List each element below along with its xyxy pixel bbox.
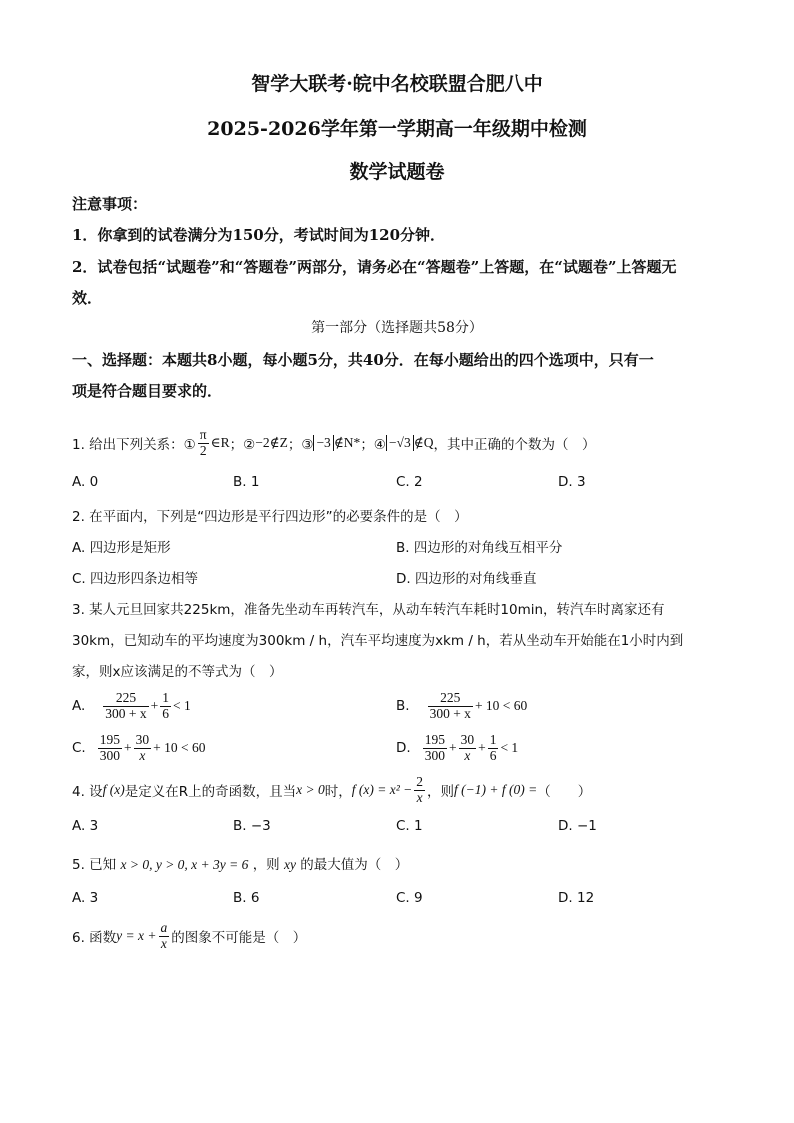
q6-fraction	[159, 921, 170, 952]
q4-fx: f (x)	[102, 782, 125, 797]
q1-pi-fraction	[198, 428, 209, 459]
q4-condition: x > 0	[296, 782, 325, 797]
frac-num: 30	[460, 731, 475, 747]
notice-heading: 注意事项：	[72, 195, 148, 213]
q3-d-frac-2	[459, 733, 477, 764]
q6-prefix: 6. 函数	[72, 930, 117, 946]
q3-option-b	[396, 684, 527, 728]
frac-den: x	[160, 935, 167, 951]
question-3-line-1: 3. 某人元旦回家共225km，准备先坐动车再转汽车，从动车转汽车耗时10min，转汽车时离家还有	[72, 602, 665, 618]
frac-den: x	[139, 747, 146, 763]
notice-item-1: 1．你拿到的试卷满分为150分，考试时间为120分钟．	[72, 226, 446, 244]
frac-num: 1	[162, 689, 170, 705]
q3-d-rest: < 1	[500, 740, 519, 755]
q1-sep-4: ；④	[360, 437, 386, 453]
q5-prefix: 5. 已知	[72, 857, 117, 873]
q5-mid: ，则	[252, 857, 280, 873]
question-6-stem	[72, 914, 306, 958]
q4-suffix: （ ）	[537, 784, 592, 800]
q2-option-a: A. 四边形是矩形	[72, 540, 171, 556]
q1-option-c: C. 2	[396, 474, 423, 490]
q1-abs-4: −√3	[386, 435, 414, 451]
q4-option-a: A. 3	[72, 818, 99, 834]
q5-option-d: D. 12	[558, 890, 595, 906]
q1-rel-2: −2∉Z	[255, 435, 288, 450]
question-3-line-3: 家，则x应该满足的不等式为（ ）	[72, 664, 283, 680]
frac-den: x	[464, 747, 471, 763]
q4-option-d: D. −1	[558, 818, 597, 834]
question-5-stem	[72, 853, 408, 873]
q3-d-label: D.	[396, 740, 411, 756]
q3-a-frac-2	[160, 691, 171, 722]
q4-option-c: C. 1	[396, 818, 423, 834]
section-instruction-a: 一、选择题：本题共8小题，每小题5分，共40分．在每小题给出的四个选项中，只有一	[72, 351, 654, 369]
q1-option-a: A. 0	[72, 474, 99, 490]
question-1-stem	[72, 420, 595, 466]
q1-abs-3: −3	[313, 435, 333, 451]
plus-sign: +	[478, 740, 486, 755]
frac-num: 1	[489, 731, 497, 747]
q3-d-frac-1	[423, 733, 447, 764]
section-instruction-b: 项是符合题目要求的．	[72, 382, 223, 400]
q1-rel-1: ∈R	[210, 435, 230, 450]
q1-suffix: ，其中正确的个数为（ ）	[433, 437, 596, 453]
q4-option-b: B. −3	[233, 818, 271, 834]
q5-option-c: C. 9	[396, 890, 423, 906]
question-4-stem	[72, 770, 591, 810]
frac-num: a	[160, 919, 168, 935]
q1-sep-3: ；③	[287, 437, 314, 453]
q1-sep-2: ；②	[229, 437, 256, 453]
q1-prefix: 1. 给出下列关系：①	[72, 437, 196, 453]
part1-heading: 第一部分（选择题共58分）	[311, 320, 483, 336]
frac-den: 300	[424, 747, 445, 763]
q6-expr: y = x +	[116, 928, 157, 943]
q3-c-frac-2	[134, 733, 152, 764]
plus-sign: +	[448, 740, 457, 755]
plus-sign: +	[123, 740, 132, 755]
q3-option-c	[72, 726, 205, 770]
q2-option-d: D. 四边形的对角线垂直	[396, 571, 537, 587]
q4-mid-2: 时，	[324, 784, 352, 800]
q5-option-a: A. 3	[72, 890, 99, 906]
q2-option-b: B. 四边形的对角线互相平分	[396, 540, 563, 556]
q3-c-label: C.	[72, 740, 86, 756]
q4-fraction	[414, 775, 425, 806]
q1-rel-3: ∉N*	[333, 435, 361, 450]
frac-num: 195	[424, 731, 445, 747]
question-3-line-2: 30km，已知动车的平均速度为300km / h，汽车平均速度为xkm / h，若从坐动车开始能在1小时内到	[72, 633, 684, 649]
q3-c-frac-1	[98, 733, 122, 764]
q1-option-b: B. 1	[233, 474, 260, 490]
q4-mid-1: 是定义在R上的奇函数，且当	[124, 784, 297, 800]
q1-frac-num: π	[199, 426, 207, 442]
question-2-stem: 2. 在平面内，下列是“四边形是平行四边形”的必要条件的是（ ）	[72, 509, 468, 525]
q6-suffix: 的图象不可能是（ ）	[171, 930, 307, 946]
q3-a-rest: < 1	[173, 698, 191, 713]
q5-suffix: 的最大值为（ ）	[300, 857, 409, 873]
q3-b-rest: + 10 < 60	[474, 698, 528, 713]
q5-condition: x > 0, y > 0, x + 3y = 6	[120, 857, 249, 872]
frac-den: 6	[489, 747, 497, 763]
frac-den: 300 + x	[105, 705, 147, 721]
frac-num: 195	[99, 731, 120, 747]
q3-option-a	[72, 684, 191, 728]
exam-title-line3: 数学试题卷	[349, 161, 445, 183]
q3-d-frac-3	[488, 733, 499, 764]
q1-frac-den: 2	[199, 442, 207, 458]
q1-rel-4: ∉Q	[413, 435, 434, 450]
q3-option-d	[396, 726, 518, 770]
frac-den: x	[416, 789, 423, 805]
plus-sign: +	[150, 698, 159, 713]
frac-num: 30	[135, 731, 150, 747]
q3-a-label: A.	[72, 698, 86, 714]
q4-prefix: 4. 设	[72, 784, 103, 800]
q3-a-frac-1	[103, 691, 148, 722]
q3-b-label: B.	[396, 698, 410, 714]
exam-title-line2: 2025-2026学年第一学期高一年级期中检测	[207, 118, 587, 140]
frac-den: 6	[162, 705, 170, 721]
frac-den: 300	[99, 747, 120, 763]
exam-title-line1: 智学大联考·皖中名校联盟合肥八中	[251, 73, 543, 95]
frac-num: 2	[416, 773, 424, 789]
q4-expr-a: f (x) = x² −	[351, 782, 413, 797]
frac-den: 300 + x	[429, 705, 471, 721]
q1-option-d: D. 3	[558, 474, 586, 490]
q5-option-b: B. 6	[233, 890, 260, 906]
q4-expr-b: f (−1) + f (0) =	[454, 782, 538, 797]
q2-option-c: C. 四边形四条边相等	[72, 571, 199, 587]
frac-num: 225	[428, 691, 473, 707]
q3-b-frac-1	[428, 691, 473, 722]
notice-item-2a: 2．试卷包括“试题卷”和“答题卷”两部分，请务必在“答题卷”上答题，在“试题卷”上答题无	[72, 258, 677, 276]
notice-item-2b: 效．	[72, 289, 103, 307]
q3-c-rest: + 10 < 60	[153, 740, 206, 755]
q5-xy: xy	[283, 857, 296, 872]
frac-num: 225	[103, 691, 148, 707]
q4-mid-3: ，则	[427, 784, 455, 800]
